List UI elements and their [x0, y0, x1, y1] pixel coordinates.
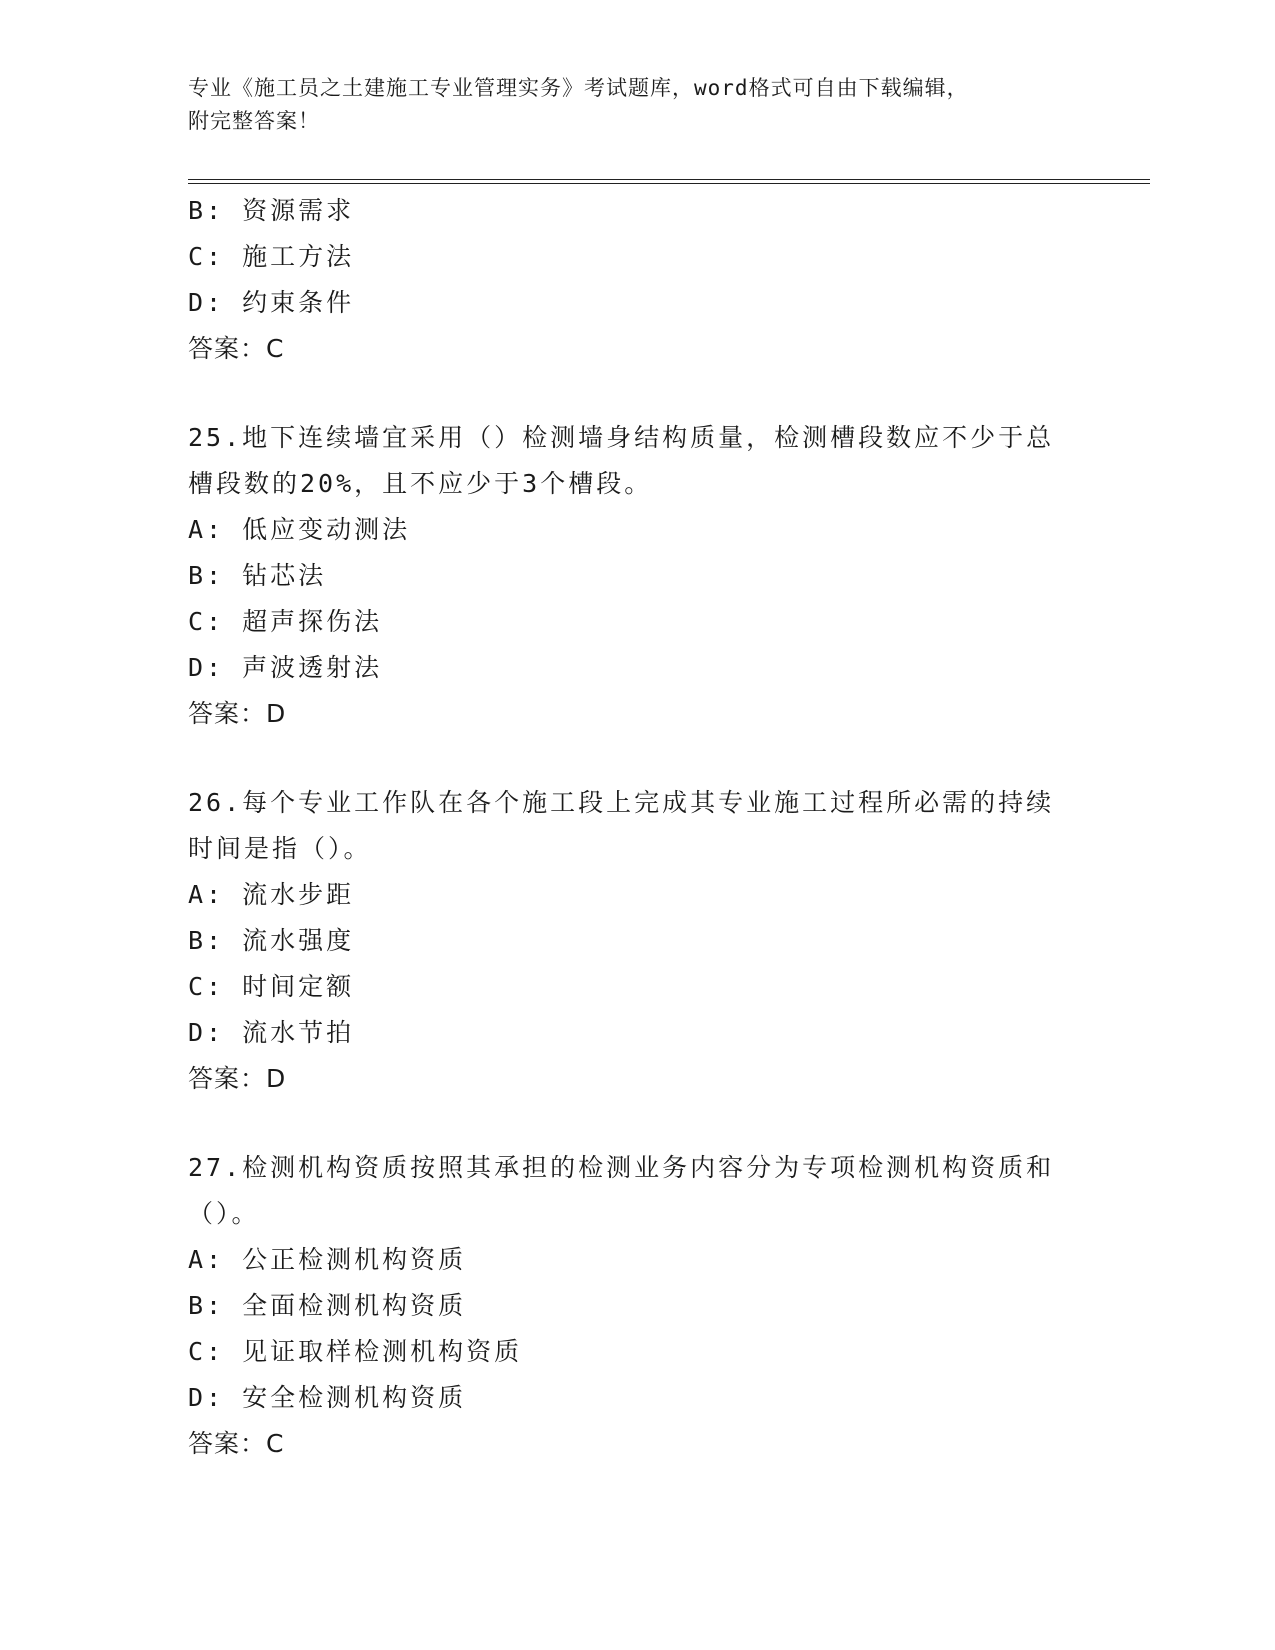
question-26: [188, 780, 1088, 1102]
option-a: A: 低应变动测法: [188, 515, 411, 544]
option-d: D: 安全检测机构资质: [188, 1383, 467, 1412]
answer: 答案：D: [188, 1064, 287, 1093]
question-text-line-1: 25.地下连续墙宜采用（）检测墙身结构质量，检测槽段数应不少于总: [188, 423, 1055, 452]
question-27: [188, 1145, 1088, 1467]
option-d: D: 流水节拍: [188, 1018, 355, 1047]
question-25: [188, 415, 1088, 737]
option-a: A: 公正检测机构资质: [188, 1245, 467, 1274]
option-c: C: 时间定额: [188, 972, 355, 1001]
option-d: D: 声波透射法: [188, 653, 383, 682]
option-a: A: 流水步距: [188, 880, 355, 909]
question-text-line-1: 26.每个专业工作队在各个施工段上完成其专业施工过程所必需的持续: [188, 788, 1055, 817]
header-line-1: 专业《施工员之土建施工专业管理实务》考试题库，word格式可自由下载编辑，: [188, 76, 969, 100]
question-text-line-2: 槽段数的20%，且不应少于3个槽段。: [188, 469, 653, 498]
option-b: B: 资源需求: [188, 196, 355, 225]
option-b: B: 钻芯法: [188, 561, 327, 590]
question-text-line-2: 时间是指（）。: [188, 834, 372, 863]
question-text-line-2: （）。: [188, 1199, 260, 1228]
header-divider-top: [188, 179, 1150, 180]
option-c: C: 施工方法: [188, 242, 355, 271]
option-c: C: 见证取样检测机构资质: [188, 1337, 523, 1366]
answer: 答案：C: [188, 1429, 285, 1458]
answer: 答案：C: [188, 334, 285, 363]
question-list: [188, 188, 1088, 1467]
option-c: C: 超声探伤法: [188, 607, 383, 636]
question-text-line-1: 27.检测机构资质按照其承担的检测业务内容分为专项检测机构资质和: [188, 1153, 1055, 1182]
header-line-2: 附完整答案！: [188, 109, 320, 133]
option-b: B: 流水强度: [188, 926, 355, 955]
option-d: D: 约束条件: [188, 288, 355, 317]
header-divider-bottom: [188, 183, 1150, 184]
question-24-continuation: [188, 188, 1088, 372]
document-header: [188, 72, 1068, 138]
answer: 答案：D: [188, 699, 287, 728]
option-b: B: 全面检测机构资质: [188, 1291, 467, 1320]
